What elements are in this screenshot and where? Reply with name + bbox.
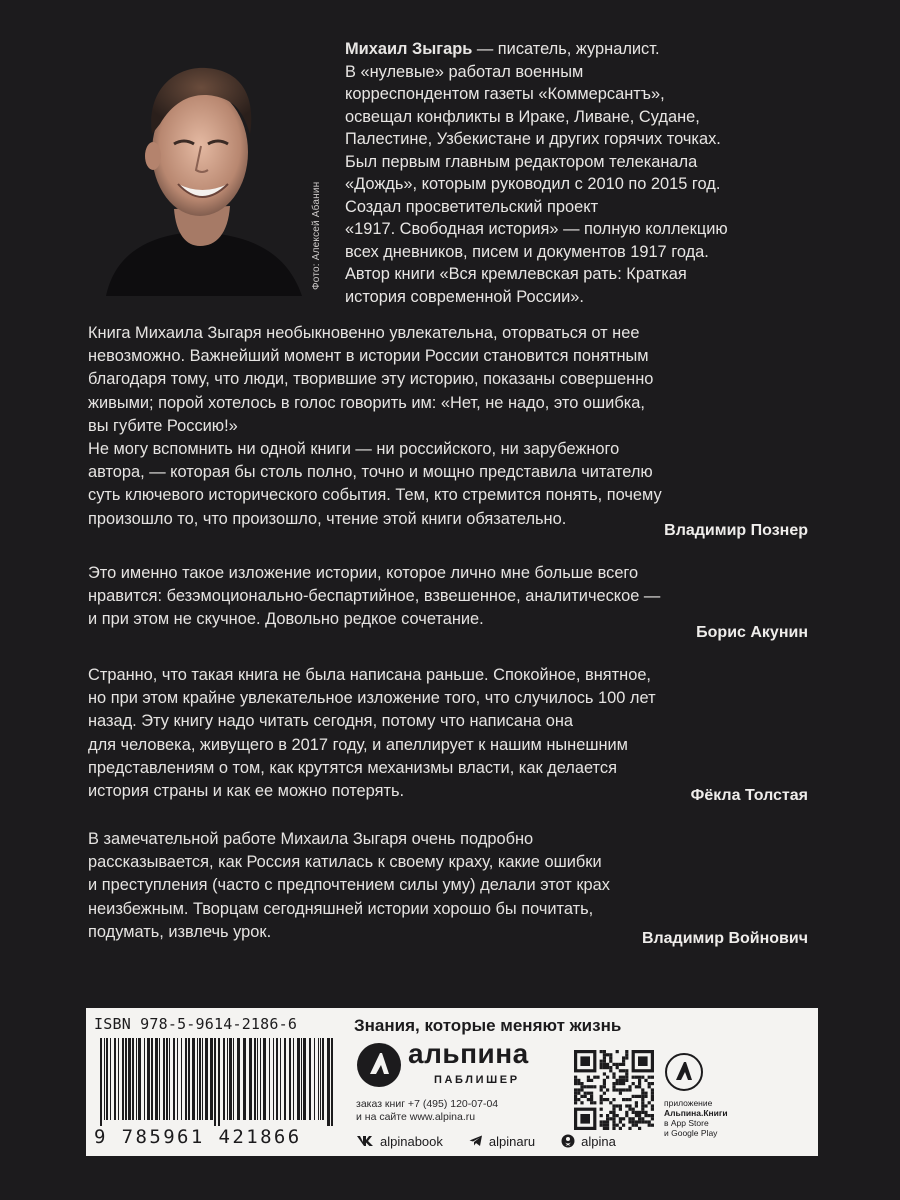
app-line: Альпина.Книги xyxy=(664,1108,728,1118)
quote-line: невозможно. Важнейший момент в истории России становится понятным xyxy=(88,347,649,366)
review-quote-voinovich xyxy=(88,828,808,944)
social-ok[interactable] xyxy=(561,1134,616,1149)
review-quote-tolstaya xyxy=(88,664,808,803)
alpina-logo-icon xyxy=(356,1042,402,1088)
quote-line: и при этом не скучное. Довольно редкое сочетание. xyxy=(88,610,484,629)
quote-line: назад. Эту книгу надо читать сегодня, потому что написана она xyxy=(88,712,573,731)
author-bio xyxy=(345,38,815,308)
quote-line: произошло то, что произошло, чтение этой книги обязательно. xyxy=(88,509,567,528)
quote-line: суть ключевого исторического события. Тем, кто стремится понять, почему xyxy=(88,486,662,505)
quote-line: Странно, что такая книга не была написана раньше. Спокойное, внятное, xyxy=(88,666,651,684)
quote-line: автора, — которая бы столь полно, точно и мощно представила читателю xyxy=(88,463,653,482)
vk-icon xyxy=(356,1135,374,1147)
order-info xyxy=(356,1098,498,1124)
review-author: Владимир Войнович xyxy=(641,930,808,947)
quote-line: Это именно такое изложение истории, которое лично мне больше всего xyxy=(88,564,639,582)
social-vk[interactable] xyxy=(356,1134,443,1149)
review-author: Борис Акунин xyxy=(696,624,808,641)
social-telegram[interactable] xyxy=(469,1134,535,1149)
app-info xyxy=(664,1098,728,1138)
quote-line: вы губите Россию!» xyxy=(88,416,238,435)
quote-line: неизбежным. Творцам сегодняшней истории хорошо бы почитать, xyxy=(88,899,594,918)
photo-credit: Фото: Алексей Абанин xyxy=(311,181,322,290)
quote-line: нравится: безэмоционально-беспартийное, взвешенное, аналитическое — xyxy=(88,587,661,606)
bio-line: Палестине, Узбекистане и других горячих точках. xyxy=(345,130,721,148)
telegram-icon xyxy=(469,1135,483,1147)
bio-line: Михаил Зыгарь — писатель, журналист. xyxy=(345,40,660,58)
author-name: Михаил Зыгарь xyxy=(345,40,473,58)
publisher-slogan: Знания, которые меняют жизнь xyxy=(354,1016,622,1035)
social-label: alpinabook xyxy=(380,1133,443,1149)
order-phone: заказ книг +7 (495) 120-07-04 xyxy=(356,1098,499,1110)
publisher-name: альпина xyxy=(408,1038,529,1069)
bio-line: всех дневников, писем и документов 1917 года. xyxy=(345,242,709,261)
quote-line: рассказывается, как Россия катилась к своему краху, какие ошибки xyxy=(88,853,602,872)
quote-line: и преступления (часто с предпочтением силы уму) делали этот крах xyxy=(88,876,610,895)
ok-icon xyxy=(561,1134,575,1148)
quote-line: Книга Михаила Зыгаря необыкновенно увлекательна, оторваться от нее xyxy=(88,324,640,342)
review-author: Фёкла Толстая xyxy=(690,787,808,804)
bio-line: Автор книги «Вся кремлевская рать: Краткая xyxy=(345,265,687,283)
isbn-number: ISBN 978-5-9614-2186-6 xyxy=(94,1015,298,1033)
bio-line: Был первым главным редактором телеканала xyxy=(345,152,698,171)
bio-line: история современной России». xyxy=(345,287,584,306)
bio-line: В «нулевые» работал военным xyxy=(345,62,584,81)
quote-line: Не могу вспомнить ни одной книги — ни российского, ни зарубежного xyxy=(88,440,620,459)
bio-line: корреспондентом газеты «Коммерсантъ», xyxy=(345,85,665,103)
app-line: в App Store xyxy=(664,1118,709,1128)
quote-line: но при этом крайне увлекательное изложение того, что случилось 100 лет xyxy=(88,689,656,708)
app-line: приложение xyxy=(664,1098,713,1108)
social-label: alpina xyxy=(581,1133,616,1149)
quote-line: благодаря тому, что люди, творившие эту историю, показаны совершенно xyxy=(88,370,654,389)
alpina-app-icon xyxy=(664,1052,704,1092)
app-line: и Google Play xyxy=(664,1128,718,1138)
review-author: Владимир Познер xyxy=(664,522,808,539)
social-links xyxy=(356,1132,616,1150)
quote-line: для человека, живущего в 2017 году, и апеллирует к нашим нынешним xyxy=(88,735,628,754)
quote-line: история страны и как ее можно потерять. xyxy=(88,782,405,801)
publisher-panel xyxy=(86,1008,818,1156)
quote-line: В замечательной работе Михаила Зыгаря очень подробно xyxy=(88,830,534,848)
review-quote-akunin xyxy=(88,562,808,632)
publisher-subtitle: ПАБЛИШЕР xyxy=(434,1074,520,1086)
quote-line: подумать, извлечь урок. xyxy=(88,922,272,941)
review-quote-pozner xyxy=(88,322,808,531)
bio-line: Создал просветительский проект xyxy=(345,197,599,216)
author-photo xyxy=(96,34,302,296)
bio-line: «Дождь», которым руководил с 2010 по 2015 год. xyxy=(345,175,721,193)
barcode-icon xyxy=(94,1038,338,1126)
social-label: alpinaru xyxy=(488,1133,536,1149)
quote-line: представлениям о том, как крутятся механизмы власти, как делается xyxy=(88,758,617,777)
bio-line: «1917. Свободная история» — полную коллекцию xyxy=(345,220,728,238)
order-website: и на сайте www.alpina.ru xyxy=(356,1111,476,1123)
barcode-digits: 9 785961 421866 xyxy=(94,1126,302,1148)
qr-code-icon xyxy=(574,1050,654,1130)
bio-line: освещал конфликты в Ираке, Ливане, Судане, xyxy=(345,107,700,126)
quote-line: живыми; порой хотелось в голос говорить им: «Нет, не надо, это ошибка, xyxy=(88,393,645,412)
